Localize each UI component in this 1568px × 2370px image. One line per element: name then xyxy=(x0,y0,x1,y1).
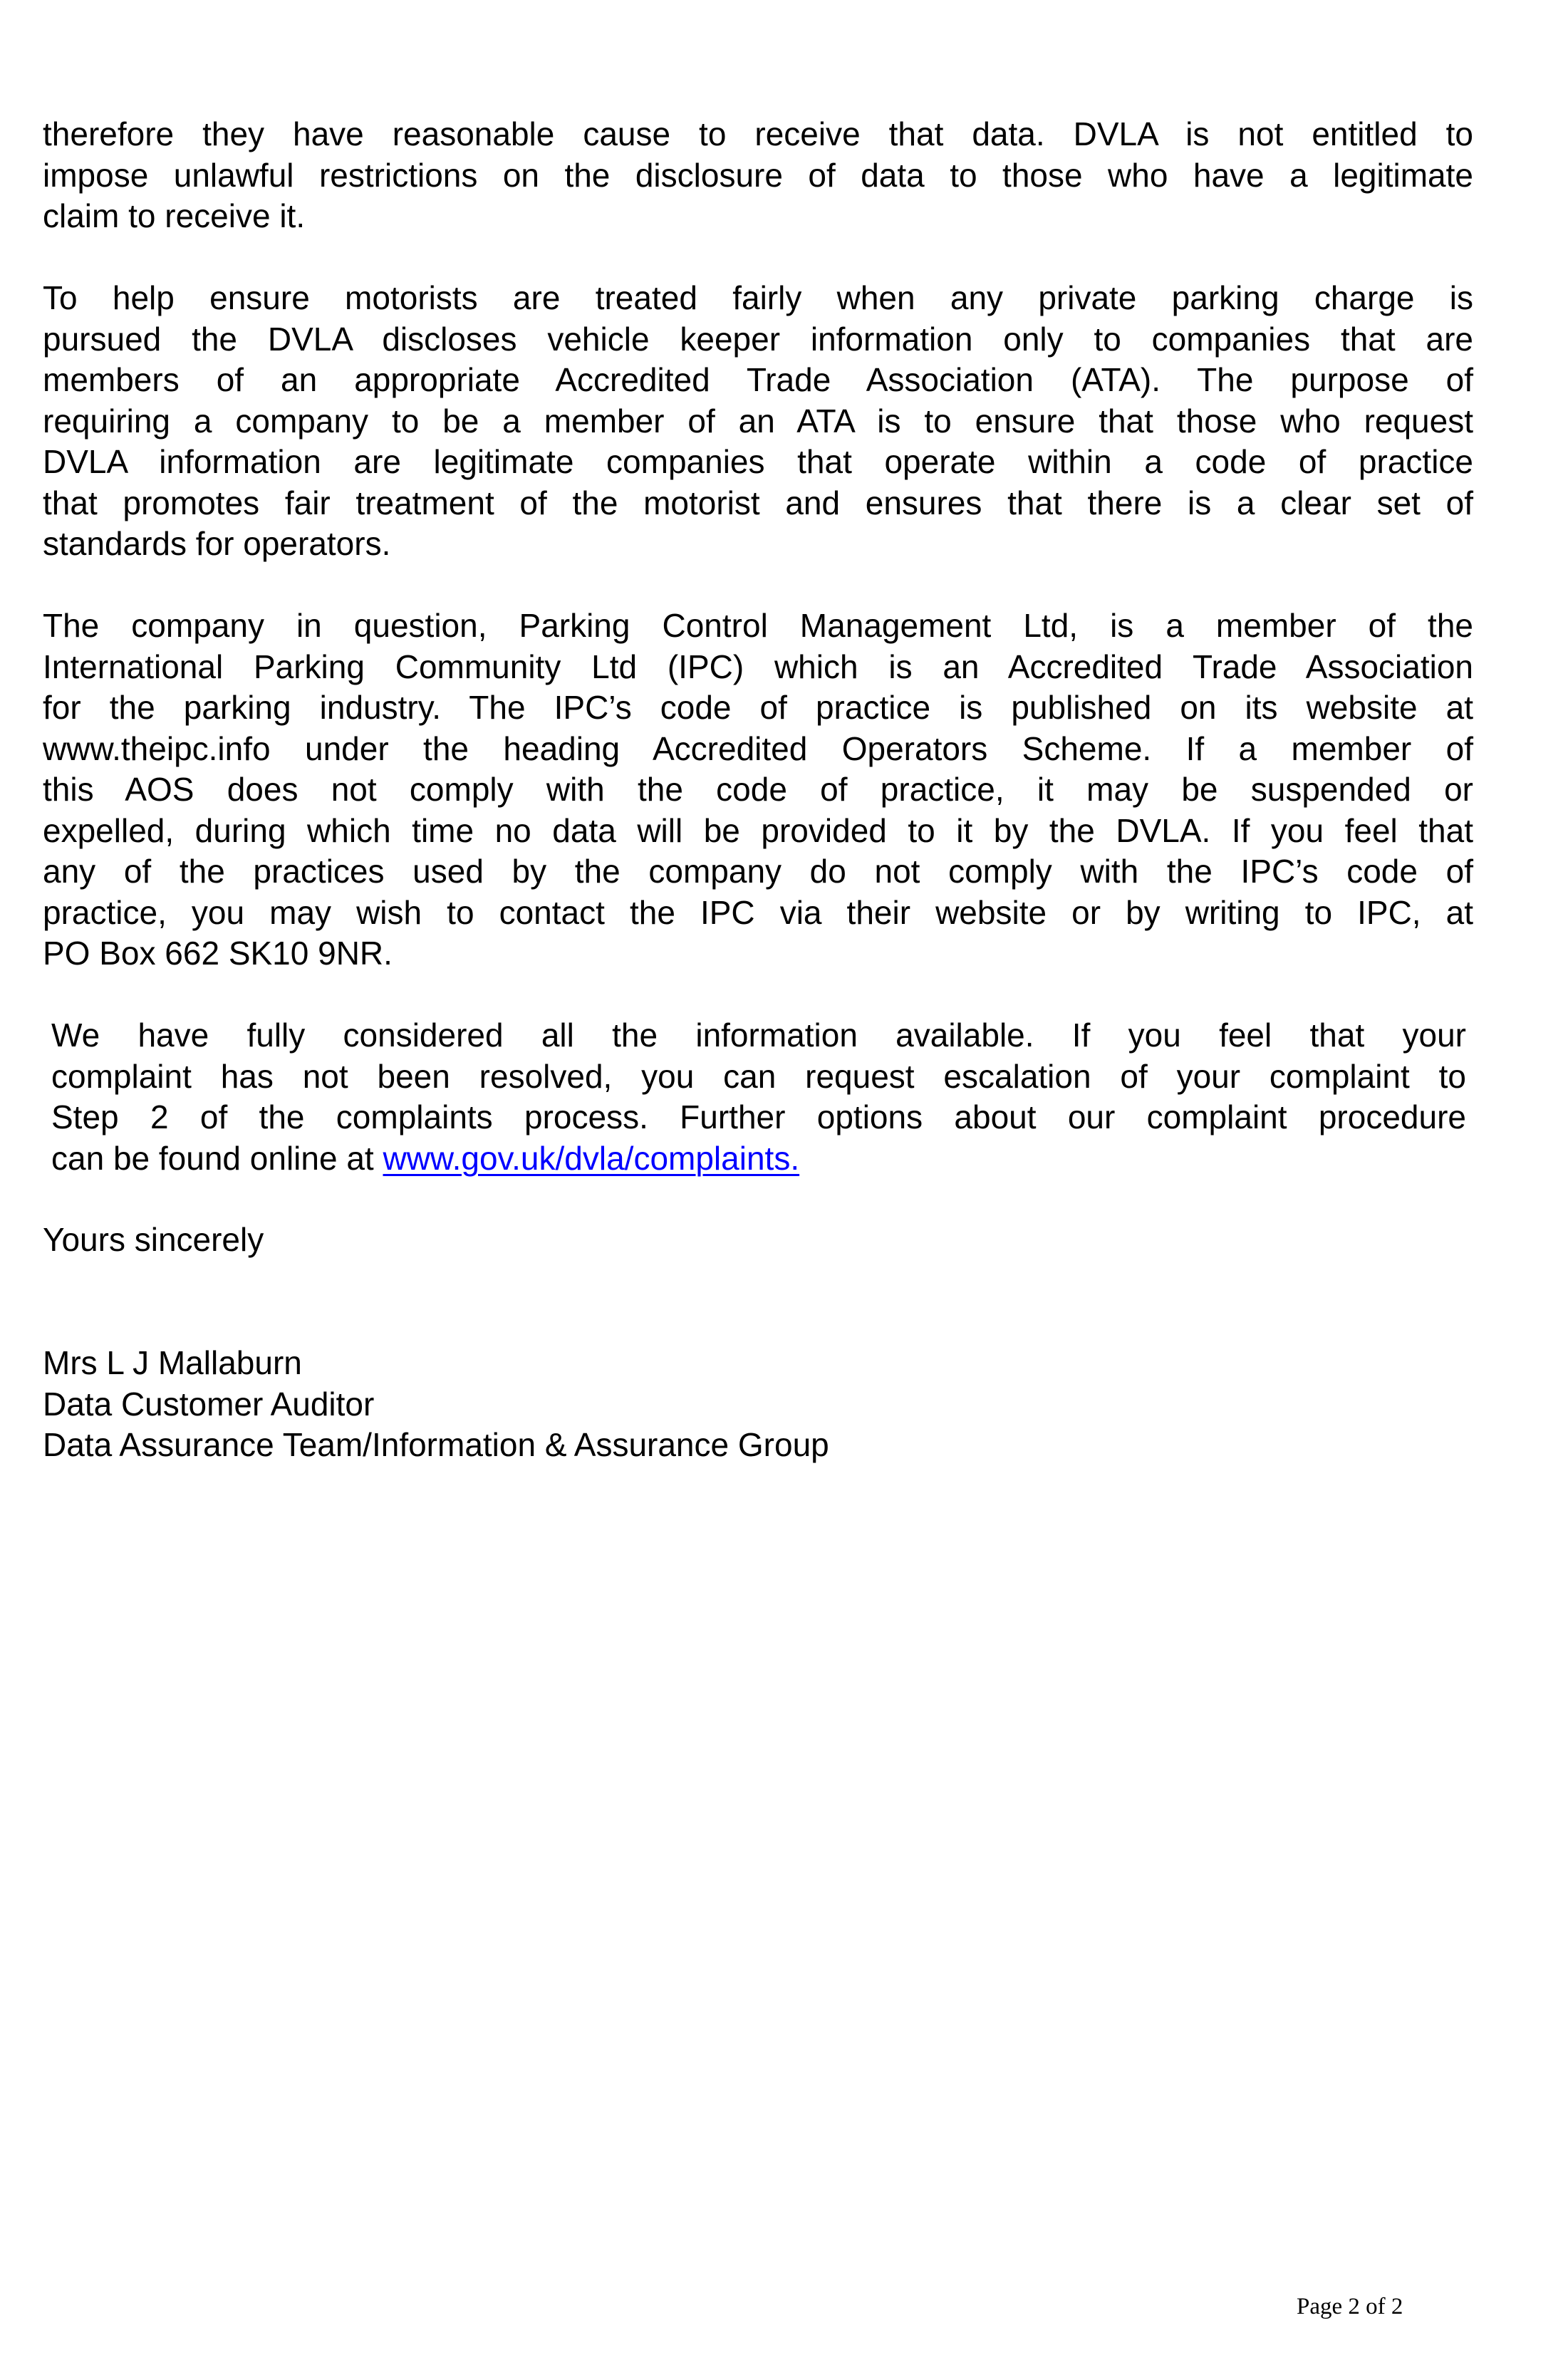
signer-name: Mrs L J Mallaburn xyxy=(43,1344,302,1381)
text-line: To help ensure motorists are treated fairly when any private parking charge is xyxy=(43,279,1473,316)
paragraph-ipc-membership xyxy=(43,606,1473,974)
text-line: this AOS does not comply with the code of practice, it may be suspended or xyxy=(43,771,1473,808)
text-line: pursued the DVLA discloses vehicle keeper information only to companies that are xyxy=(43,320,1473,358)
text-line: Step 2 of the complaints process. Further options about our complaint procedure xyxy=(51,1098,1466,1135)
paragraph-ata-requirement xyxy=(43,278,1473,565)
paragraph-data-entitlement xyxy=(43,114,1473,237)
text-line: therefore they have reasonable cause to receive that data. DVLA is not entitled to xyxy=(43,115,1473,152)
text-line: DVLA information are legitimate companies that operate within a code of practice xyxy=(43,443,1473,480)
text-line: complaint has not been resolved, you can request escalation of your complaint to xyxy=(51,1057,1466,1095)
text-line: standards for operators. xyxy=(43,525,391,562)
signer-team: Data Assurance Team/Information & Assurance Group xyxy=(43,1426,829,1463)
text-line: PO Box 662 SK10 9NR. xyxy=(43,935,393,972)
text-line: We have fully considered all the information available. If you feel that your xyxy=(51,1017,1466,1054)
closing-salutation: Yours sincerely xyxy=(43,1221,264,1258)
signer-title: Data Customer Auditor xyxy=(43,1385,375,1423)
text-line: International Parking Community Ltd (IPC) which is an Accredited Trade Association xyxy=(43,648,1473,685)
complaints-link[interactable]: www.gov.uk/dvla/complaints. xyxy=(383,1139,800,1177)
text-line: claim to receive it. xyxy=(43,197,306,234)
text-line: for the parking industry. The IPC’s code of practice is published on its website at xyxy=(43,689,1473,726)
text-line: impose unlawful restrictions on the disclosure of data to those who have a legitimate xyxy=(43,156,1473,194)
text-line: expelled, during which time no data will be provided to it by the DVLA. If you feel that xyxy=(43,811,1473,849)
text-line-with-link xyxy=(51,1138,1466,1180)
text-line: The company in question, Parking Control Management Ltd, is a member of the xyxy=(43,607,1473,644)
text-line: requiring a company to be a member of an ATA is to ensure that those who request xyxy=(43,402,1473,440)
text-line: any of the practices used by the company do not comply with the IPC’s code of xyxy=(43,853,1473,890)
link-prefix-text: can be found online at xyxy=(51,1139,383,1177)
paragraph-complaint-escalation xyxy=(51,1015,1466,1179)
text-line: practice, you may wish to contact the IPC via their website or by writing to IPC, at xyxy=(43,893,1473,931)
text-line: members of an appropriate Accredited Trade Association (ATA). The purpose of xyxy=(43,361,1473,398)
text-line: that promotes fair treatment of the motorist and ensures that there is a clear set of xyxy=(43,484,1473,521)
page-number: Page 2 of 2 xyxy=(1297,2294,1403,2319)
text-line: www.theipc.info under the heading Accredited Operators Scheme. If a member of xyxy=(43,729,1473,767)
